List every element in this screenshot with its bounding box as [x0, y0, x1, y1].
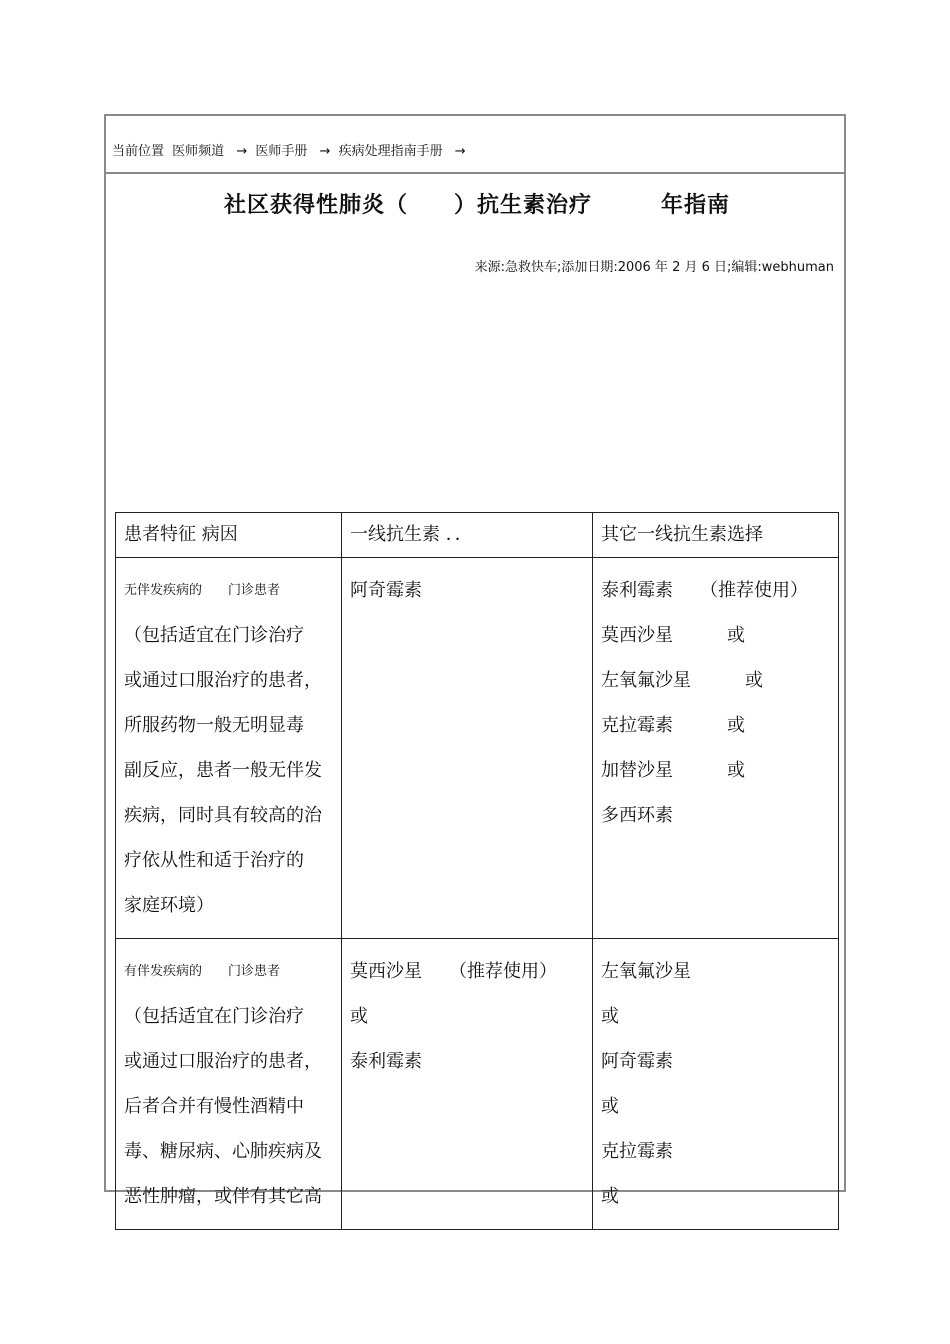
cell-line: 泰利霉素 （推荐使用）	[601, 580, 808, 601]
cell-line: 或	[601, 1186, 619, 1207]
antibiotic-table	[115, 512, 839, 1230]
cell-line: 左氧氟沙星	[601, 961, 691, 982]
cell-line: 疾病，同时具有较高的治	[124, 805, 322, 826]
content-frame	[104, 114, 846, 1207]
arrow-right-icon: →	[454, 144, 466, 159]
cell-line: 恶性肿瘤，或伴有其它高	[124, 1186, 322, 1207]
breadcrumb-item-doctor-manual[interactable]: 医师手册	[255, 144, 308, 159]
cell-line: 或通过口服治疗的患者，	[124, 1051, 322, 1072]
cell-line: 毒、糖尿病、心肺疾病及	[124, 1141, 322, 1162]
arrow-right-icon: →	[319, 144, 331, 159]
cell-line: 或	[350, 1006, 368, 1027]
breadcrumb-item-doctor-channel[interactable]: 医师频道	[172, 144, 225, 159]
cell-line: 左氧氟沙星 或	[601, 670, 763, 691]
cell-line: 所服药物一般无明显毒	[124, 715, 304, 736]
patient-characteristics-cell	[116, 558, 342, 939]
cell-line: 克拉霉素	[601, 1141, 673, 1162]
table-row	[116, 939, 839, 1230]
cell-line: 后者合并有慢性酒精中	[124, 1096, 304, 1117]
first-line-antibiotic-cell	[342, 558, 593, 939]
cell-line: 泰利霉素	[350, 1051, 422, 1072]
cell-line: 阿奇霉素	[350, 580, 422, 601]
breadcrumb	[112, 140, 470, 159]
cell-line: 莫西沙星 （推荐使用）	[350, 961, 557, 982]
patient-type-label: 无伴发疾病的 门诊患者	[124, 583, 281, 598]
cell-line: 或通过口服治疗的患者，	[124, 670, 322, 691]
cell-line: 或	[601, 1096, 619, 1117]
arrow-right-icon: →	[236, 144, 248, 159]
patient-characteristics-cell	[116, 939, 342, 1230]
alternative-antibiotic-cell	[593, 558, 839, 939]
table-header-cell: 患者特征 病因	[116, 513, 342, 558]
cell-line: 加替沙星 或	[601, 760, 745, 781]
breadcrumb-prefix: 当前位置	[112, 144, 165, 159]
cell-line: 疗依从性和适于治疗的	[124, 850, 304, 871]
table-header-cell: 一线抗生素 ．．	[342, 513, 593, 558]
first-line-antibiotic-cell	[342, 939, 593, 1230]
article-title: 社区获得性肺炎（ ）抗生素治疗 年指南	[223, 193, 730, 218]
cell-line: 家庭环境）	[124, 895, 214, 916]
table-header-cell: 其它一线抗生素选择	[593, 513, 839, 558]
breadcrumb-item-disease-guide[interactable]: 疾病处理指南手册	[338, 144, 443, 159]
breadcrumb-row	[106, 116, 844, 174]
cell-line: 多西环素	[601, 805, 673, 826]
table-row	[116, 558, 839, 939]
cell-line: （包括适宜在门诊治疗	[124, 1006, 304, 1027]
cell-line: 副反应，患者一般无伴发	[124, 760, 322, 781]
alternative-antibiotic-cell	[593, 939, 839, 1230]
article-meta: 来源:急救快车;添加日期:2006 年 2 月 6 日;编辑:webhuman	[474, 260, 834, 275]
cell-line: 莫西沙星 或	[601, 625, 745, 646]
cell-line: 或	[601, 1006, 619, 1027]
cell-line: 阿奇霉素	[601, 1051, 673, 1072]
patient-type-label: 有伴发疾病的 门诊患者	[124, 964, 281, 979]
cell-line: 克拉霉素 或	[601, 715, 745, 736]
table-header-row	[116, 513, 839, 558]
cell-line: （包括适宜在门诊治疗	[124, 625, 304, 646]
